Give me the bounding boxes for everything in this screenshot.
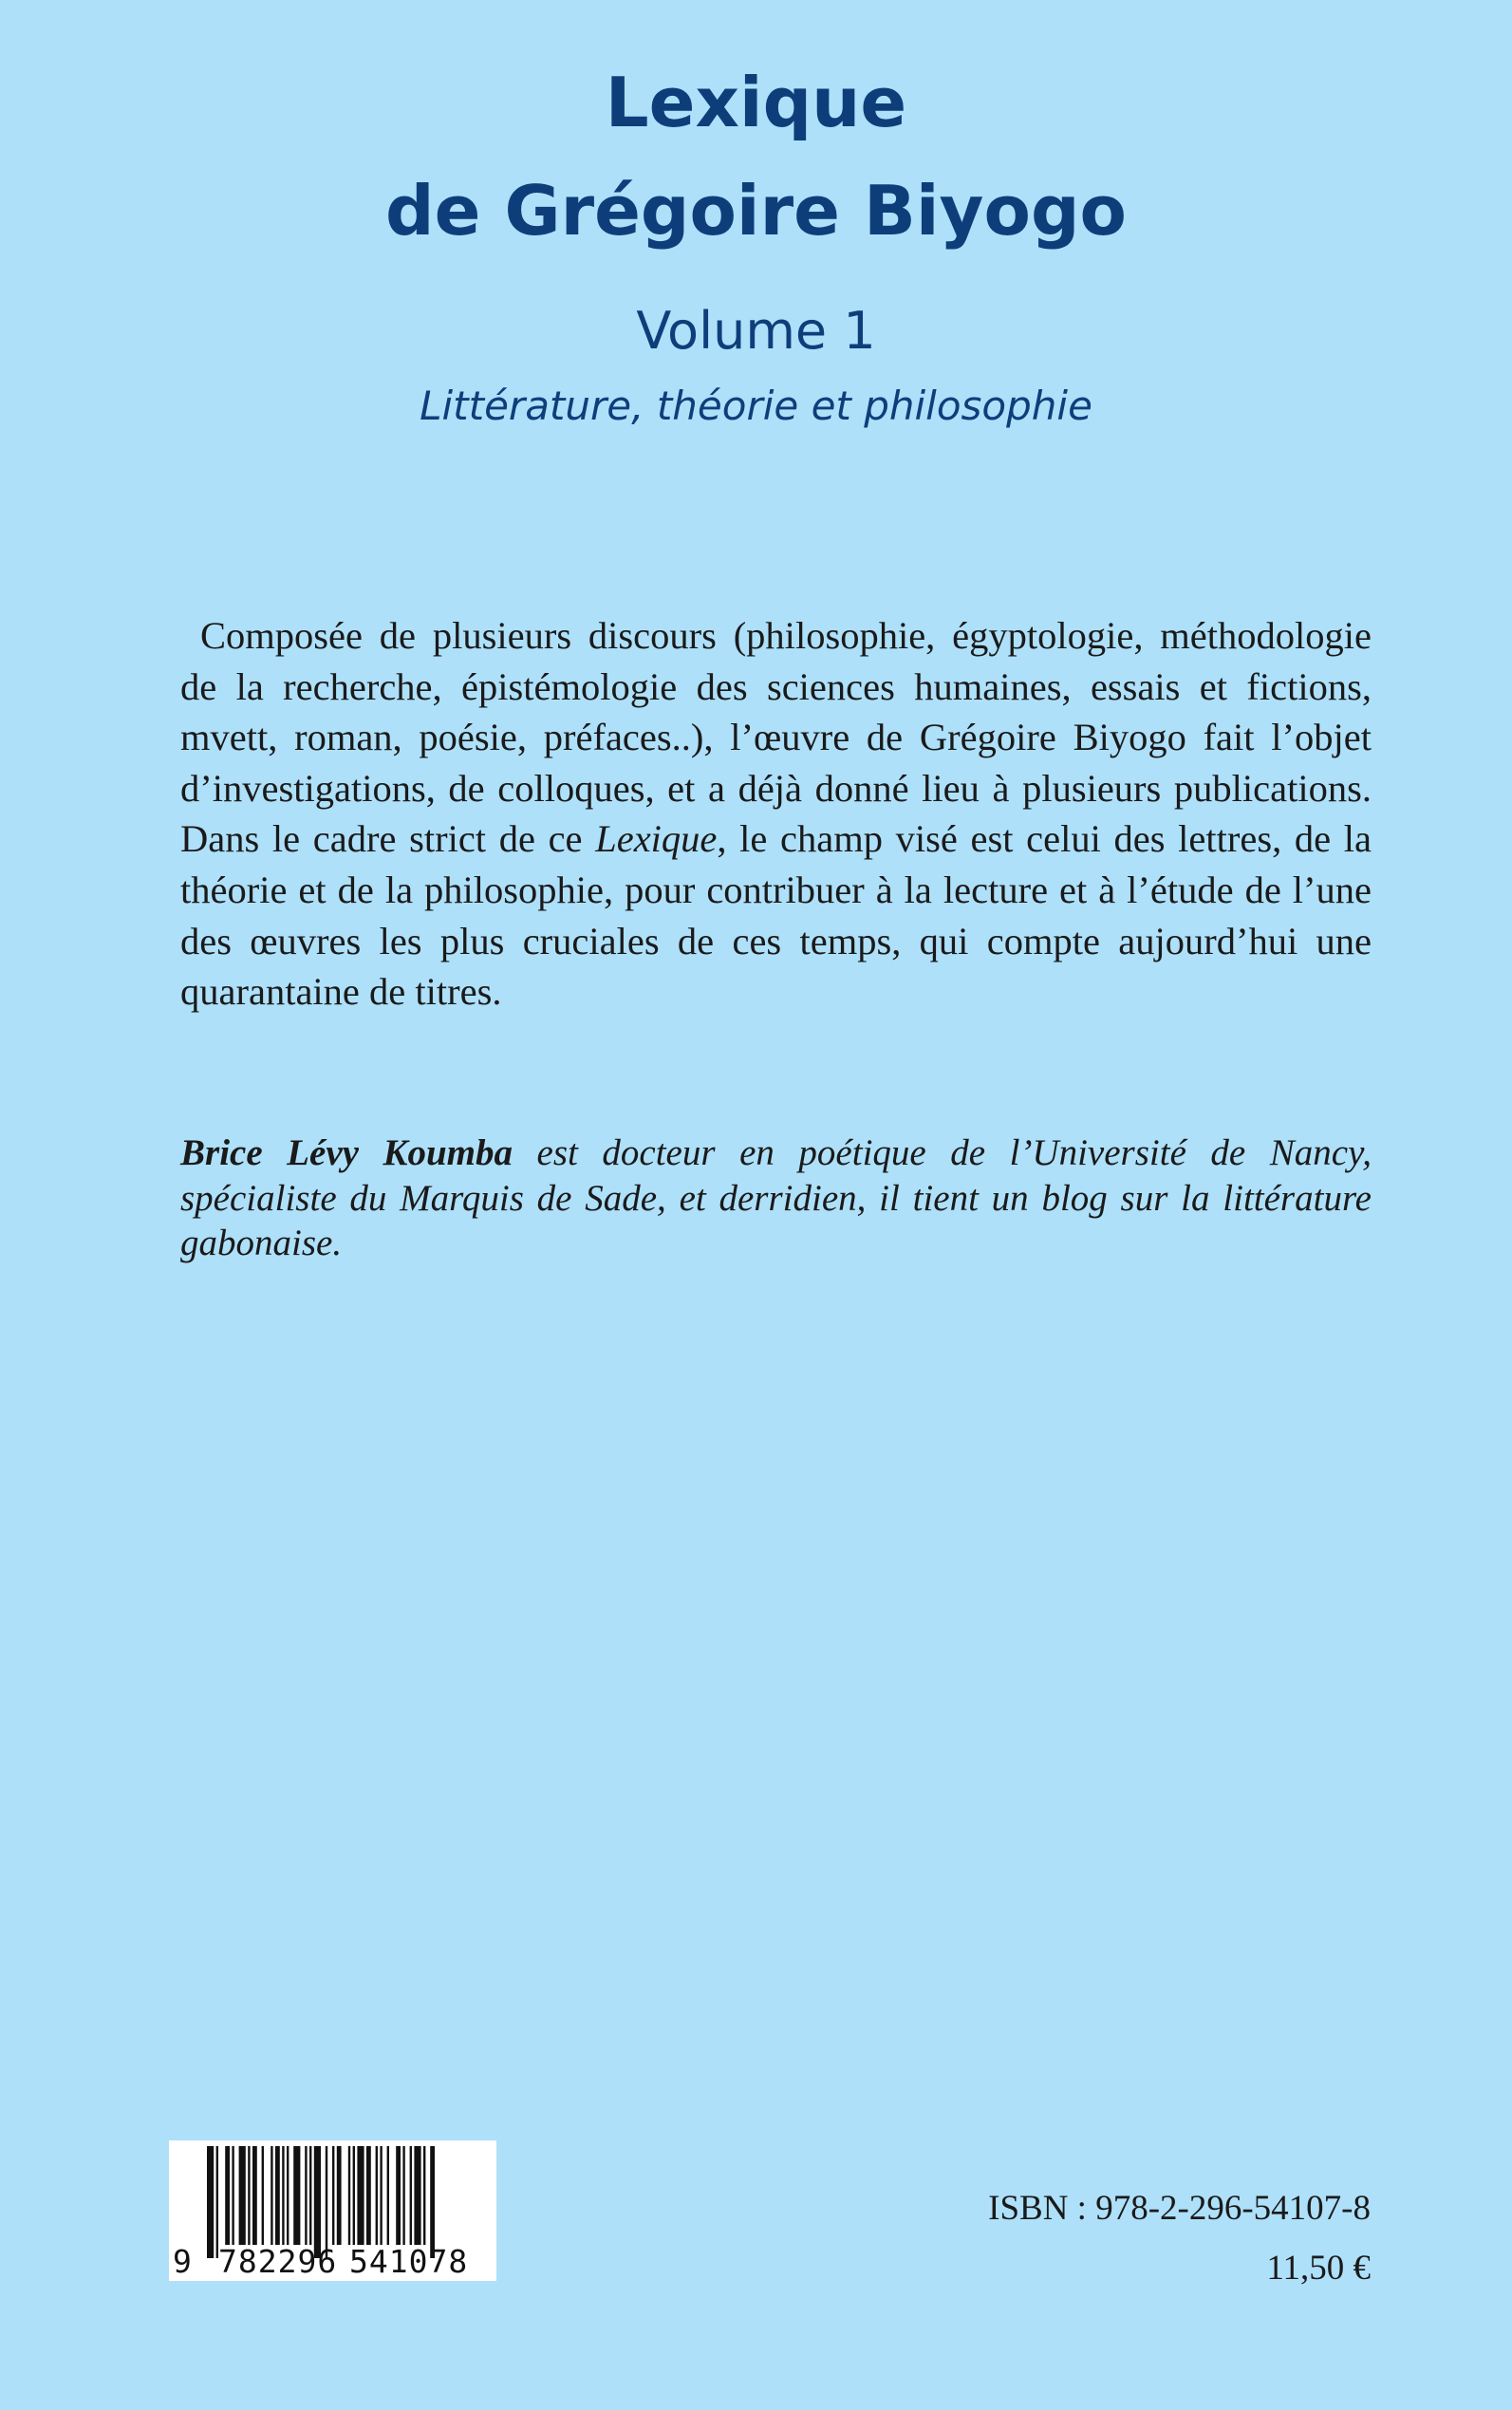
- blurb-text-part-1: Composée de plusieurs discours (philosophie, égyptologie, méthodologie de la recherche, épistémologie des sciences humaines, essais et fictions, mvett, roman, poésie, préfaces..), l’œuvre de Grégoire Biyogo fait l’objet d’investigations, de colloques, et a déjà donné lieu à plusieurs publications. Dans le cadre strict de ce: [180, 614, 1372, 861]
- barcode-bar: [326, 2146, 327, 2258]
- barcode-bar: [332, 2146, 334, 2245]
- barcode-bar: [348, 2146, 350, 2245]
- book-title-line-1: Lexique: [605, 63, 907, 142]
- barcode-bar: [305, 2146, 307, 2245]
- barcode-bar: [337, 2146, 342, 2245]
- barcode-bar: [232, 2146, 233, 2245]
- barcode-digits-right: 541078: [349, 2243, 469, 2280]
- barcode-bar: [353, 2146, 355, 2245]
- barcode-bar: [275, 2146, 280, 2245]
- barcode-bar: [410, 2146, 412, 2245]
- barcode-digit-first: 9: [173, 2243, 193, 2280]
- barcode-bar: [366, 2146, 371, 2245]
- barcode-bar: [287, 2146, 289, 2245]
- barcode-bar: [262, 2146, 264, 2245]
- barcode-bar: [248, 2146, 250, 2245]
- barcode-bar: [282, 2146, 284, 2245]
- barcode-bar: [430, 2146, 435, 2258]
- barcode-digits-left: 782296: [218, 2243, 338, 2280]
- book-subtitle: Littérature, théorie et philosophie: [420, 383, 1092, 429]
- blurb-text-part-2: , le champ visé est celui des lettres, de la théorie et de la philosophie, pour contribuer à la lecture et à l’étude de l’une des œuvres les plus cruciales de ces temps, qui compte aujourd’hui une quarantaine de titres.: [180, 817, 1372, 1014]
- author-bio-text: est docteur en poétique de l’Université de Nancy, spécialiste du Marquis de Sade, et derridien, il tient un blog sur la littérature gabonaise.: [180, 1132, 1372, 1263]
- author-bio: [180, 1130, 1372, 1266]
- barcode-bar: [239, 2146, 246, 2245]
- barcode-bar: [396, 2146, 401, 2245]
- barcode-bar: [271, 2146, 272, 2245]
- barcode-bar: [309, 2146, 311, 2245]
- barcode-bar: [387, 2146, 389, 2245]
- barcode-bar: [207, 2146, 214, 2258]
- barcode-bar: [314, 2146, 321, 2258]
- book-title-line-2: de Grégoire Biyogo: [385, 171, 1127, 251]
- isbn-number: ISBN : 978-2-296-54107-8: [988, 2189, 1371, 2228]
- barcode-bar: [402, 2146, 404, 2245]
- barcode-bar: [225, 2146, 230, 2245]
- barcode-bar: [357, 2146, 364, 2245]
- volume-label: Volume 1: [636, 301, 876, 361]
- barcode-bar: [293, 2146, 300, 2245]
- barcode-bar: [380, 2146, 382, 2245]
- barcode-bar: [376, 2146, 378, 2245]
- barcode-bar: [414, 2146, 420, 2245]
- barcode-bar: [216, 2146, 218, 2258]
- isbn-barcode: [169, 2140, 496, 2281]
- blurb-italic-word: Lexique: [595, 817, 718, 861]
- barcode-bar: [423, 2146, 425, 2245]
- barcode-bar: [252, 2146, 257, 2245]
- blurb-paragraph: [180, 610, 1372, 1018]
- author-name: Brice Lévy Koumba: [180, 1132, 513, 1173]
- barcode-digits: [169, 2243, 496, 2281]
- book-price: 11,50 €: [1266, 2249, 1371, 2288]
